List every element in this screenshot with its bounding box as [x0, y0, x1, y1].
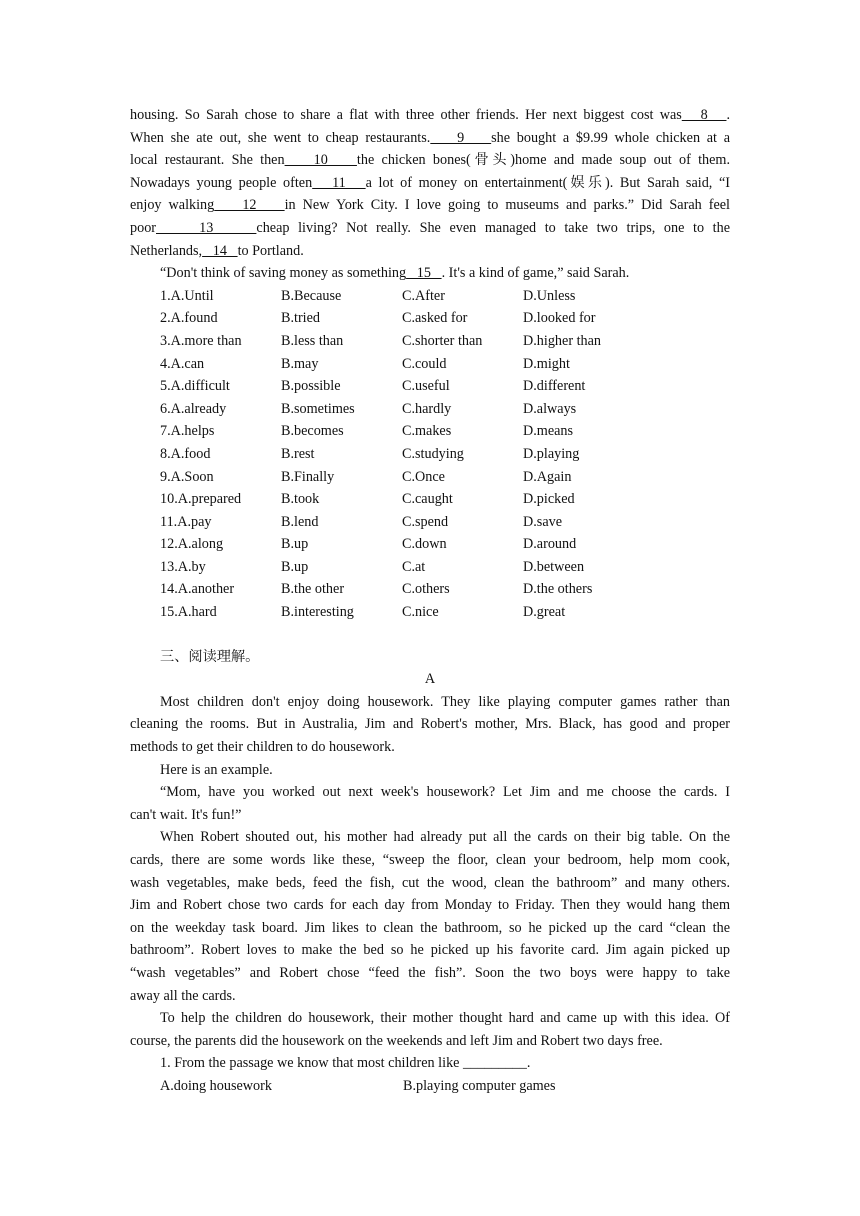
option-cell[interactable]: 7.A.helps	[160, 423, 215, 440]
text-line: Here is an example.	[160, 761, 273, 778]
option-cell[interactable]: C.caught	[402, 491, 453, 508]
option-b[interactable]: B.playing computer games	[403, 1077, 556, 1094]
option-cell[interactable]: B.sometimes	[281, 400, 355, 417]
option-cell[interactable]: D.the others	[523, 581, 593, 598]
option-cell[interactable]: B.may	[281, 355, 319, 372]
option-cell[interactable]: B.lend	[281, 513, 319, 530]
option-cell[interactable]: C.shorter than	[402, 332, 483, 349]
text-line: local restaurant. She then 10 the chicken bones(骨头)home and made soup out of them.	[130, 152, 731, 169]
option-cell[interactable]: C.makes	[402, 423, 452, 440]
options-table	[160, 285, 643, 624]
option-cell[interactable]: 2.A.found	[160, 310, 218, 327]
text-line: wash vegetables, make beds, feed the fish, cut the wood, clean the bathroom” and many others.	[130, 874, 730, 891]
question-1: 1. From the passage we know that most children like _________.	[160, 1055, 531, 1072]
option-cell[interactable]: B.up	[281, 536, 309, 553]
option-cell[interactable]: D.looked for	[523, 310, 596, 327]
option-cell[interactable]: B.tried	[281, 310, 321, 327]
option-row	[160, 466, 643, 489]
question-1-options	[160, 1075, 730, 1098]
option-row	[160, 307, 643, 330]
reading-paragraph	[130, 691, 730, 759]
option-row	[160, 330, 643, 353]
option-cell[interactable]: C.After	[402, 287, 445, 304]
text-line: housing. So Sarah chose to share a flat with three other friends. Her next biggest cost was 8 .	[130, 107, 730, 123]
option-row	[160, 285, 643, 308]
option-row	[160, 420, 643, 443]
option-cell[interactable]: C.others	[402, 581, 450, 598]
text-line: Netherlands, 14 to Portland.	[130, 242, 304, 259]
option-cell[interactable]: 11.A.pay	[160, 513, 212, 530]
option-cell[interactable]: C.could	[402, 355, 447, 372]
text-line: To help the children do housework, their mother thought hard and came up with this idea. Of	[160, 1010, 730, 1027]
option-cell[interactable]: D.Again	[523, 468, 572, 485]
option-cell[interactable]: C.hardly	[402, 400, 452, 417]
text-line: poor 13 cheap living? Not really. She even managed to take two trips, one to the	[130, 219, 730, 236]
blank-15: 15	[406, 265, 442, 282]
option-cell[interactable]: C.at	[402, 558, 426, 575]
text-line: cleaning the rooms. But in Australia, Jim and Robert's mother, Mrs. Black, has good and proper	[130, 716, 730, 733]
option-cell[interactable]: 10.A.prepared	[160, 491, 242, 508]
document-page	[130, 104, 730, 1098]
text-line: enjoy walking 12 in New York City. I love going to museums and parks.” Did Sarah feel	[130, 197, 730, 214]
text-line: methods to get their children to do housework.	[130, 739, 395, 756]
blank-11: 11	[312, 174, 366, 191]
blank-9: 9	[430, 129, 492, 146]
reading-paragraph	[130, 781, 730, 826]
option-cell[interactable]: D.picked	[523, 491, 575, 508]
text-line: Jim and Robert chose two cards for each day from Monday to Friday. Then they would hang them	[130, 897, 730, 914]
option-cell[interactable]: C.useful	[402, 378, 450, 395]
option-row	[160, 511, 643, 534]
option-cell[interactable]: B.took	[281, 491, 320, 508]
option-cell[interactable]: 8.A.food	[160, 445, 211, 462]
option-cell[interactable]: 12.A.along	[160, 536, 224, 553]
text-line: Most children don't enjoy doing housework. They like playing computer games rather than	[160, 693, 730, 710]
option-cell[interactable]: 5.A.difficult	[160, 378, 230, 395]
option-cell[interactable]: D.save	[523, 513, 563, 530]
option-cell[interactable]: 15.A.hard	[160, 604, 217, 621]
reading-paragraph	[130, 759, 730, 782]
option-cell[interactable]: B.Finally	[281, 468, 335, 485]
text-line: cards, there are some words like these, “sweep the floor, clean your bedroom, help mom cook,	[130, 852, 730, 868]
text-line: When she ate out, she went to cheap restaurants. 9 she bought a $9.99 whole chicken at a	[130, 129, 731, 146]
option-cell[interactable]: D.great	[523, 604, 566, 621]
option-cell[interactable]: 9.A.Soon	[160, 468, 214, 485]
blank-13: 13	[156, 219, 257, 236]
option-cell[interactable]: C.nice	[402, 604, 439, 621]
option-row	[160, 556, 643, 579]
option-cell[interactable]: 3.A.more than	[160, 332, 242, 349]
option-row	[160, 375, 643, 398]
passage-label: A	[424, 671, 436, 688]
option-cell[interactable]: B.up	[281, 558, 309, 575]
text-line: course, the parents did the housework on the weekends and left Jim and Robert two days free.	[130, 1032, 663, 1049]
option-row	[160, 443, 643, 466]
blank-12: 12	[214, 197, 285, 214]
option-cell[interactable]: 14.A.another	[160, 581, 235, 598]
blank-10: 10	[284, 152, 357, 169]
option-row	[160, 578, 643, 601]
option-cell[interactable]: C.spend	[402, 513, 449, 530]
option-a[interactable]: A.doing housework	[160, 1077, 272, 1094]
section-title: 三、阅读理解。	[160, 648, 260, 665]
option-cell[interactable]: C.asked for	[402, 310, 468, 327]
reading-paragraph	[130, 826, 730, 1007]
text-line: When Robert shouted out, his mother had already put all the cards on their big table. On the	[160, 829, 730, 846]
text-line: can't wait. It's fun!”	[130, 806, 242, 823]
option-cell[interactable]: B.becomes	[281, 423, 344, 440]
cloze-closing-paragraph: “Don't think of saving money as something 15 . It's a kind of game,” said Sarah.	[160, 265, 630, 282]
option-row	[160, 488, 643, 511]
option-cell[interactable]: D.always	[523, 400, 577, 417]
blank-8: 8	[681, 107, 727, 123]
option-cell[interactable]: B.possible	[281, 378, 341, 395]
option-cell[interactable]: 13.A.by	[160, 558, 206, 575]
option-cell[interactable]: B.less than	[281, 332, 344, 349]
text-line: away all the cards.	[130, 987, 236, 1004]
option-cell[interactable]: D.might	[523, 355, 570, 372]
option-cell[interactable]: D.means	[523, 423, 574, 440]
option-cell[interactable]: D.Unless	[523, 287, 576, 304]
cloze-paragraph	[130, 104, 730, 262]
option-cell[interactable]: C.studying	[402, 445, 464, 462]
option-row	[160, 398, 643, 421]
option-cell[interactable]: 6.A.already	[160, 400, 227, 417]
option-cell[interactable]: B.interesting	[281, 604, 354, 621]
option-row	[160, 601, 643, 624]
text-line: “wash vegetables” and Robert chose “feed the fish”. Soon the two boys were happy to take	[130, 964, 730, 981]
option-cell[interactable]: D.around	[523, 536, 577, 553]
option-row	[160, 533, 643, 556]
text-line: on the weekday task board. Jim likes to clean the bathroom, so he picked up the card “clean the	[130, 919, 730, 936]
option-cell[interactable]: C.down	[402, 536, 447, 553]
option-cell[interactable]: D.between	[523, 558, 585, 575]
option-row	[160, 353, 643, 376]
reading-passage	[130, 691, 730, 1053]
text-line: bathroom”. Robert loves to make the bed so he picked up his favorite card. Jim again picked up	[130, 942, 730, 959]
option-cell[interactable]: B.rest	[281, 445, 315, 462]
option-cell[interactable]: B.Because	[281, 287, 342, 304]
option-cell[interactable]: D.playing	[523, 445, 580, 462]
option-cell[interactable]: B.the other	[281, 581, 345, 598]
text-line: “Mom, have you worked out next week's housework? Let Jim and me choose the cards. I	[160, 784, 730, 801]
option-cell[interactable]: D.different	[523, 378, 586, 395]
option-cell[interactable]: D.higher than	[523, 332, 602, 349]
option-cell[interactable]: 4.A.can	[160, 355, 205, 372]
option-cell[interactable]: C.Once	[402, 468, 445, 485]
blank-14: 14	[202, 242, 238, 259]
text-line: Nowadays young people often 11 a lot of money on entertainment(娱乐). But Sarah said, “I	[130, 174, 730, 191]
reading-paragraph	[130, 1007, 730, 1052]
option-cell[interactable]: 1.A.Until	[160, 287, 214, 304]
